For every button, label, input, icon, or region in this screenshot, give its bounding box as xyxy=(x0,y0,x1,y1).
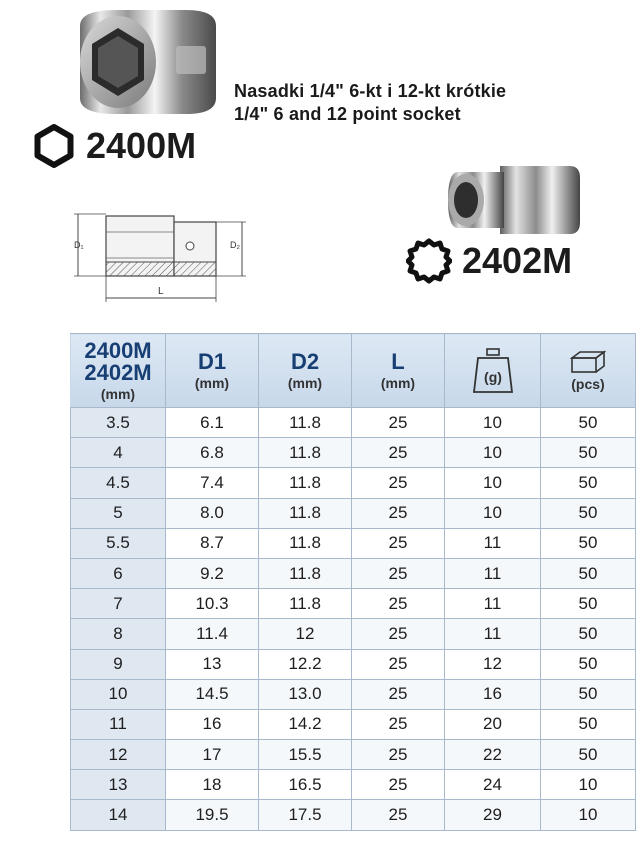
weight-icon xyxy=(470,346,516,396)
table-row xyxy=(71,438,636,468)
table-cell: 14.5 xyxy=(166,679,259,709)
header-d2: D2 (mm) xyxy=(259,334,352,408)
table-cell: 19.5 xyxy=(166,800,259,830)
spec-table-body xyxy=(71,408,636,831)
table-row xyxy=(71,740,636,770)
table-cell: 25 xyxy=(352,740,445,770)
table-cell: 25 xyxy=(352,558,445,588)
socket-dimension-diagram xyxy=(66,206,256,310)
table-cell: 11.8 xyxy=(259,408,352,438)
table-cell: 25 xyxy=(352,408,445,438)
table-cell: 25 xyxy=(352,800,445,830)
table-cell: 13 xyxy=(166,649,259,679)
table-row xyxy=(71,770,636,800)
table-cell: 12.2 xyxy=(259,649,352,679)
hexagon-outline-icon xyxy=(32,124,76,168)
title-english: 1/4" 6 and 12 point socket xyxy=(234,104,461,124)
table-cell: 25 xyxy=(352,619,445,649)
table-cell: 50 xyxy=(541,498,636,528)
table-cell: 24 xyxy=(445,770,541,800)
table-row xyxy=(71,649,636,679)
table-cell: 10.3 xyxy=(166,589,259,619)
table-row xyxy=(71,408,636,438)
table-cell: 22 xyxy=(445,740,541,770)
svg-text:(g): (g) xyxy=(483,368,502,385)
table-cell: 25 xyxy=(352,770,445,800)
table-cell: 14.2 xyxy=(259,709,352,739)
table-cell: 16 xyxy=(166,709,259,739)
table-cell: 8 xyxy=(71,619,166,649)
table-cell: 50 xyxy=(541,438,636,468)
table-cell: 13 xyxy=(71,770,166,800)
table-cell: 29 xyxy=(445,800,541,830)
table-cell: 12 xyxy=(259,619,352,649)
table-cell: 50 xyxy=(541,619,636,649)
table-cell: 6 xyxy=(71,558,166,588)
twelve-point-outline-icon xyxy=(406,238,452,284)
table-cell: 4 xyxy=(71,438,166,468)
table-cell: 50 xyxy=(541,528,636,558)
table-cell: 50 xyxy=(541,468,636,498)
table-cell: 20 xyxy=(445,709,541,739)
model-2402m-label xyxy=(406,238,572,284)
table-cell: 6.1 xyxy=(166,408,259,438)
table-cell: 25 xyxy=(352,679,445,709)
title-polish: Nasadki 1/4" 6-kt i 12-kt krótkie xyxy=(234,81,507,101)
table-cell: 6.8 xyxy=(166,438,259,468)
header-pcs: (pcs) xyxy=(541,334,636,408)
table-cell: 50 xyxy=(541,408,636,438)
table-cell: 13.0 xyxy=(259,679,352,709)
table-cell: 10 xyxy=(445,468,541,498)
table-cell: 8.7 xyxy=(166,528,259,558)
table-row xyxy=(71,679,636,709)
table-cell: 15.5 xyxy=(259,740,352,770)
table-cell: 25 xyxy=(352,649,445,679)
table-row xyxy=(71,619,636,649)
table-cell: 12 xyxy=(445,649,541,679)
table-cell: 10 xyxy=(541,800,636,830)
model-2400m-code: 2400M xyxy=(86,125,197,166)
table-cell: 50 xyxy=(541,558,636,588)
spec-table xyxy=(70,333,636,831)
table-cell: 11 xyxy=(445,558,541,588)
model-2402m-code: 2402M xyxy=(462,240,573,281)
table-cell: 10 xyxy=(445,498,541,528)
table-cell: 3.5 xyxy=(71,408,166,438)
header-model: 2400M 2402M (mm) xyxy=(71,334,166,408)
table-cell: 8.0 xyxy=(166,498,259,528)
table-cell: 11.4 xyxy=(166,619,259,649)
table-cell: 14 xyxy=(71,800,166,830)
table-cell: 11.8 xyxy=(259,589,352,619)
product-title xyxy=(234,80,506,126)
table-row xyxy=(71,589,636,619)
table-cell: 50 xyxy=(541,709,636,739)
table-cell: 17.5 xyxy=(259,800,352,830)
table-cell: 25 xyxy=(352,498,445,528)
table-row xyxy=(71,709,636,739)
table-cell: 10 xyxy=(445,408,541,438)
table-cell: 25 xyxy=(352,589,445,619)
label-d1: D₁ xyxy=(74,240,84,250)
table-cell: 25 xyxy=(352,468,445,498)
table-cell: 16.5 xyxy=(259,770,352,800)
table-cell: 5.5 xyxy=(71,528,166,558)
table-cell: 11 xyxy=(445,619,541,649)
table-cell: 11.8 xyxy=(259,498,352,528)
box-icon xyxy=(568,350,608,374)
table-cell: 5 xyxy=(71,498,166,528)
table-cell: 25 xyxy=(352,709,445,739)
header-d1: D1 (mm) xyxy=(166,334,259,408)
header-l: L (mm) xyxy=(352,334,445,408)
table-row xyxy=(71,558,636,588)
table-cell: 11 xyxy=(445,528,541,558)
label-d2: D₂ xyxy=(230,240,240,250)
table-cell: 10 xyxy=(445,438,541,468)
table-cell: 12 xyxy=(71,740,166,770)
table-row xyxy=(71,800,636,830)
table-cell: 4.5 xyxy=(71,468,166,498)
table-cell: 16 xyxy=(445,679,541,709)
table-cell: 11.8 xyxy=(259,468,352,498)
table-cell: 11.8 xyxy=(259,438,352,468)
table-cell: 50 xyxy=(541,589,636,619)
table-cell: 7 xyxy=(71,589,166,619)
table-cell: 11 xyxy=(445,589,541,619)
table-cell: 17 xyxy=(166,740,259,770)
table-cell: 11.8 xyxy=(259,558,352,588)
table-cell: 9 xyxy=(71,649,166,679)
header-weight xyxy=(445,334,541,408)
table-cell: 11 xyxy=(71,709,166,739)
table-row xyxy=(71,498,636,528)
table-cell: 10 xyxy=(71,679,166,709)
table-cell: 9.2 xyxy=(166,558,259,588)
socket-2402m-photo xyxy=(444,160,584,240)
table-cell: 25 xyxy=(352,438,445,468)
table-cell: 11.8 xyxy=(259,528,352,558)
table-cell: 10 xyxy=(541,770,636,800)
table-header-row xyxy=(71,334,636,408)
table-row xyxy=(71,468,636,498)
table-cell: 18 xyxy=(166,770,259,800)
socket-2400m-photo xyxy=(76,6,222,118)
table-cell: 50 xyxy=(541,679,636,709)
model-2400m-label xyxy=(32,124,196,168)
table-cell: 50 xyxy=(541,649,636,679)
table-cell: 25 xyxy=(352,528,445,558)
table-row xyxy=(71,528,636,558)
table-cell: 50 xyxy=(541,740,636,770)
table-cell: 7.4 xyxy=(166,468,259,498)
label-l: L xyxy=(158,286,164,297)
